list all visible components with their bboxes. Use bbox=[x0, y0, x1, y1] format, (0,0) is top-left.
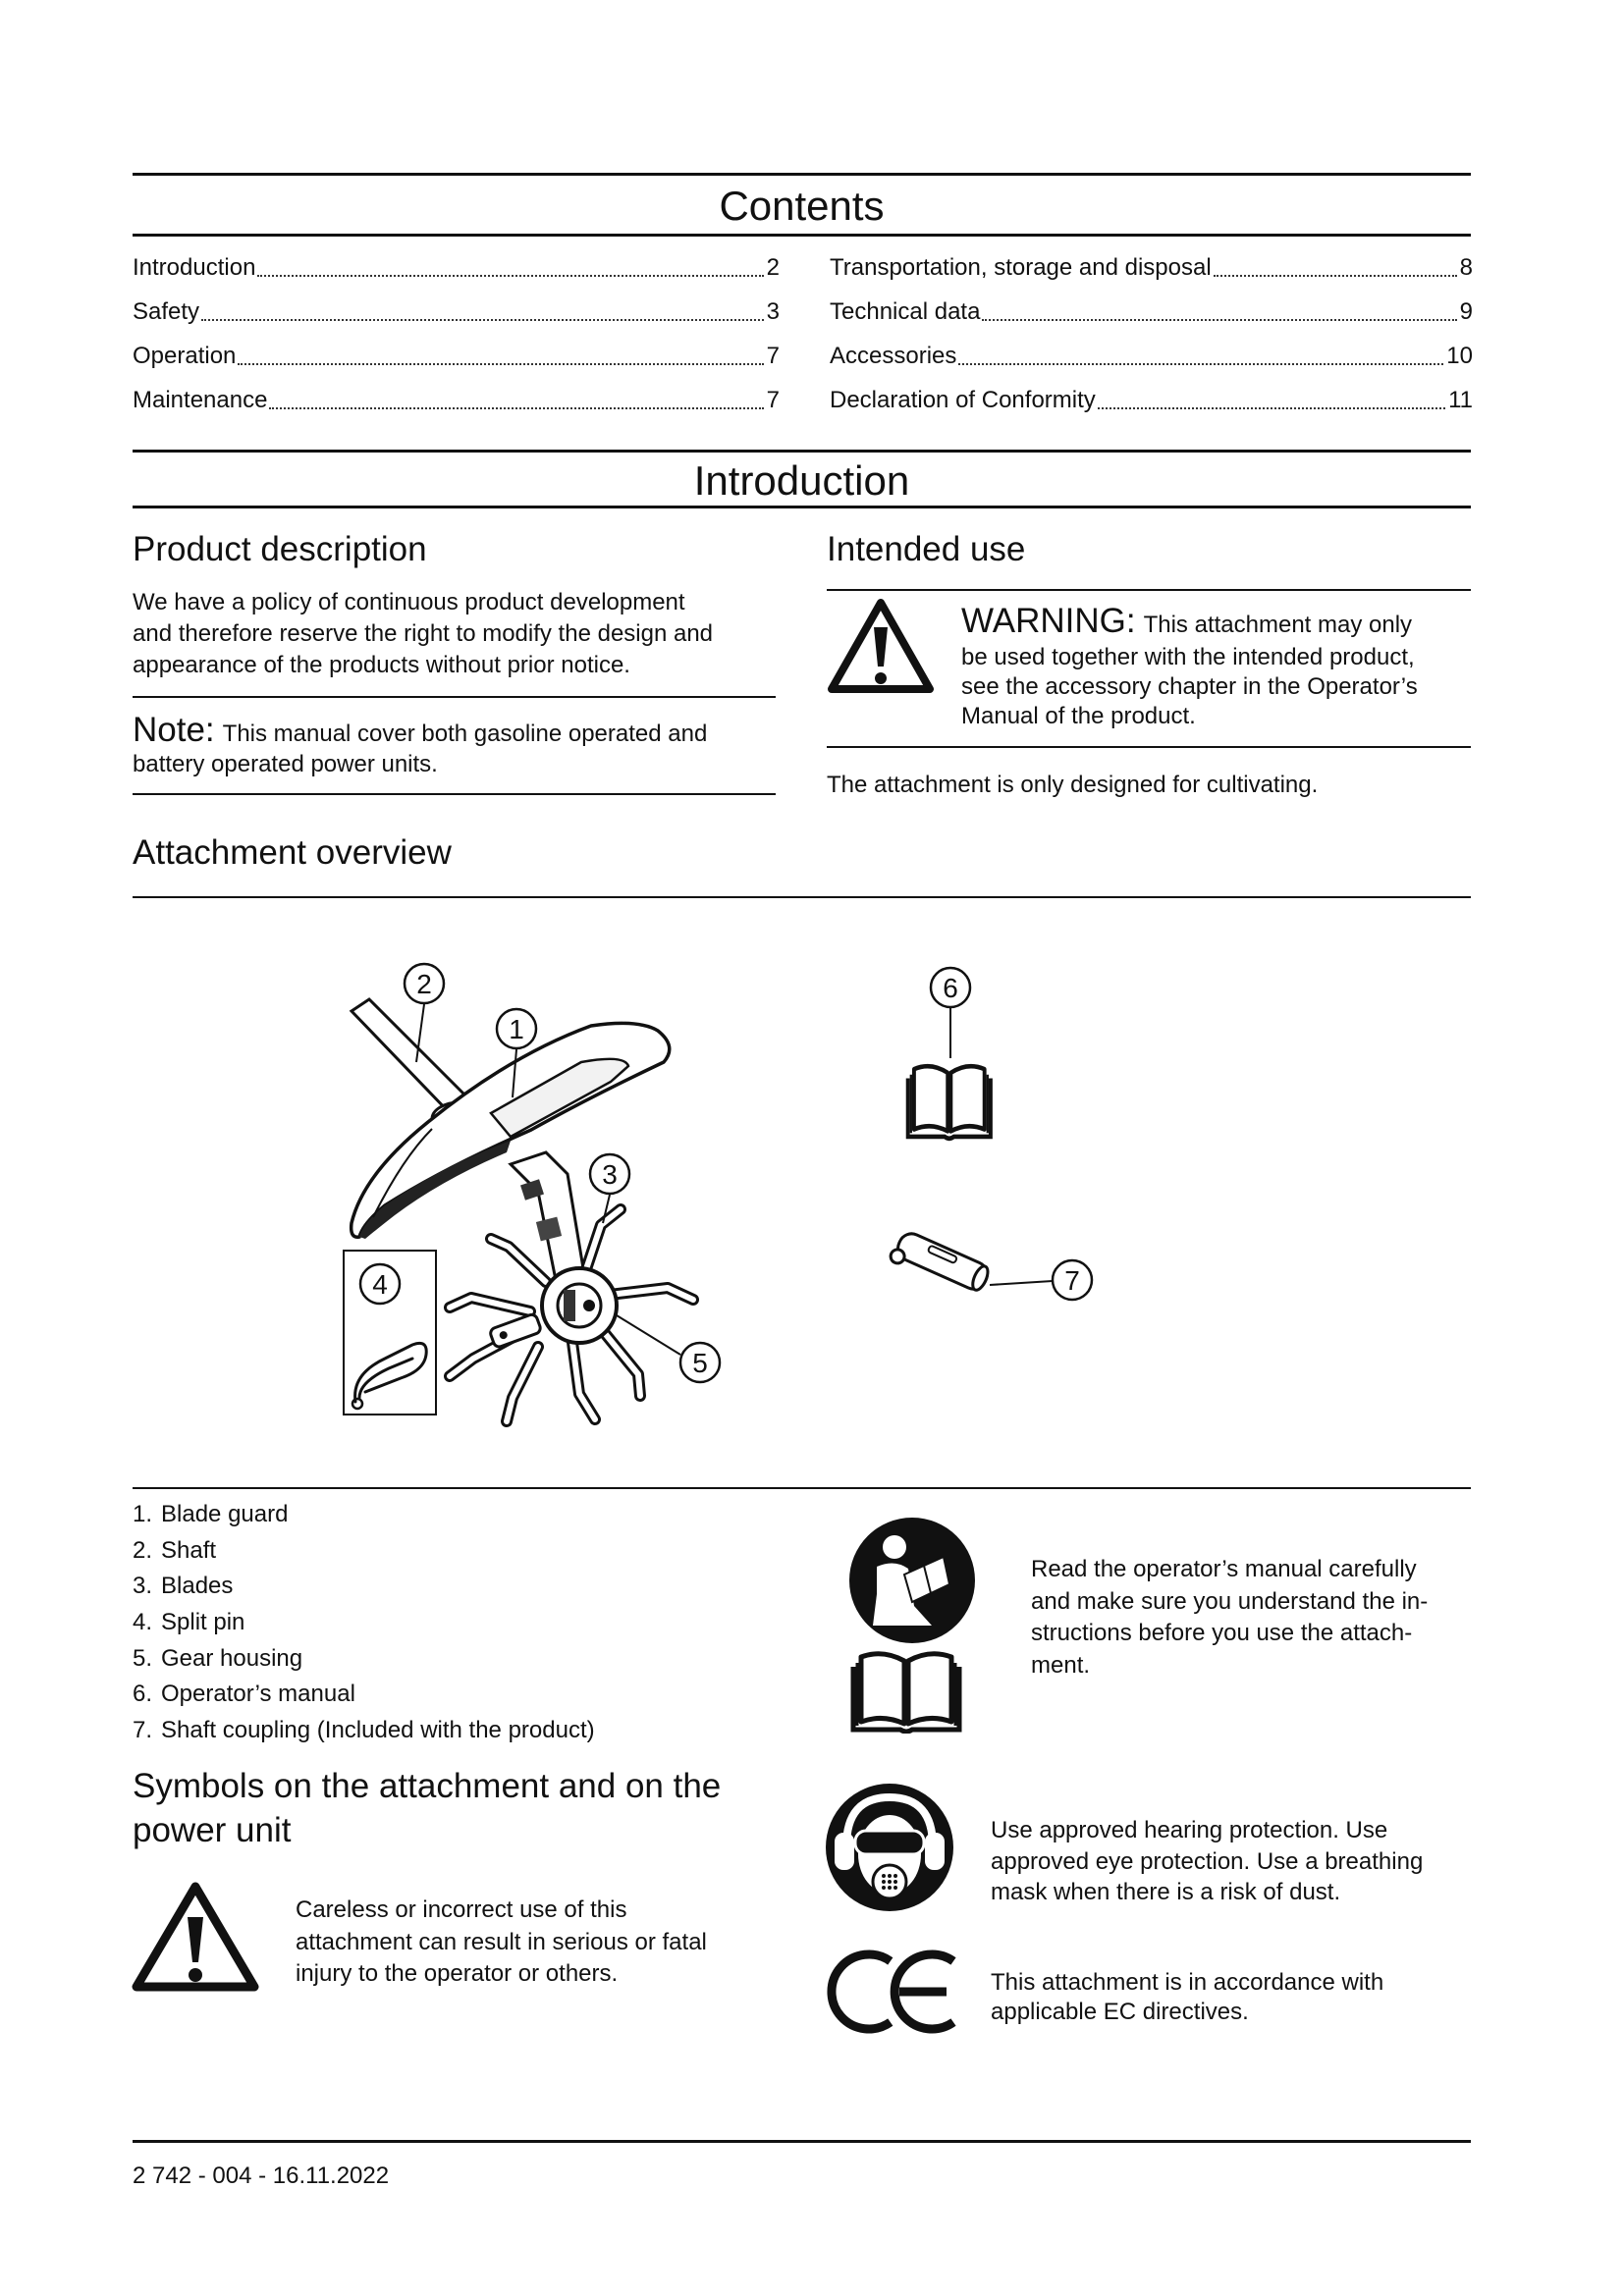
item-number: 2. bbox=[133, 1536, 153, 1564]
toc-entry-maintenance bbox=[133, 378, 780, 422]
contents-bottom-rule bbox=[133, 234, 1471, 237]
list-item bbox=[133, 1533, 595, 1570]
toc-left-column bbox=[133, 245, 780, 422]
item-number: 4. bbox=[133, 1609, 153, 1636]
toc-label: Declaration of Conformity bbox=[830, 387, 1096, 413]
toc-page: 3 bbox=[766, 298, 780, 325]
callout-number: 3 bbox=[602, 1159, 618, 1190]
item-label: Shaft coupling (Included with the product) bbox=[161, 1717, 595, 1744]
toc-label: Transportation, storage and disposal bbox=[830, 254, 1212, 281]
toc-leader bbox=[1214, 245, 1457, 277]
attachment-overview-heading: Attachment overview bbox=[133, 833, 452, 872]
contents-top-rule bbox=[133, 173, 1471, 176]
toc-entry-technical-data bbox=[830, 290, 1473, 334]
gear-housing bbox=[542, 1268, 617, 1343]
callout-1 bbox=[497, 1009, 536, 1048]
text-line: Manual of the product. bbox=[961, 703, 1196, 729]
note-top-rule bbox=[133, 696, 776, 698]
callout-number: 1 bbox=[509, 1014, 524, 1044]
toc-entry-transportation bbox=[830, 245, 1473, 290]
toc-label: Introduction bbox=[133, 254, 256, 281]
introduction-title: Introduction bbox=[693, 457, 910, 504]
item-number: 1. bbox=[133, 1501, 153, 1527]
text-line: structions before you use the attach- bbox=[1031, 1620, 1413, 1646]
read-manual-icon bbox=[847, 1516, 977, 1645]
toc-page: 11 bbox=[1448, 387, 1473, 413]
text-line: attachment can result in serious or fatal bbox=[296, 1928, 707, 1955]
callout-7 bbox=[1053, 1260, 1092, 1300]
text-line: mask when there is a risk of dust. bbox=[991, 1879, 1341, 1905]
text-line: battery operated power units. bbox=[133, 751, 438, 777]
text-line: This manual cover both gasoline operated and bbox=[222, 721, 708, 747]
footer-document-ref: 2 742 - 004 - 16.11.2022 bbox=[133, 2163, 390, 2189]
list-item bbox=[133, 1713, 595, 1749]
toc-entry-introduction bbox=[133, 245, 780, 290]
callout-5 bbox=[680, 1343, 720, 1382]
text-line: be used together with the intended product, bbox=[961, 644, 1415, 670]
item-number: 5. bbox=[133, 1644, 153, 1672]
note-bottom-rule bbox=[133, 793, 776, 795]
text-line: Careless or incorrect use of this bbox=[296, 1896, 627, 1923]
toc-page: 10 bbox=[1446, 343, 1473, 369]
overview-bottom-rule bbox=[133, 1487, 1471, 1489]
toc-label: Maintenance bbox=[133, 387, 268, 413]
manual-illustration bbox=[901, 962, 1000, 1148]
shaft-coupling bbox=[889, 1228, 992, 1299]
parts-list bbox=[133, 1497, 595, 1749]
toc-leader bbox=[257, 245, 763, 277]
text-line: Read the operator’s manual carefully bbox=[1031, 1556, 1417, 1582]
product-description-text bbox=[133, 587, 713, 681]
shaft-coupling-illustration bbox=[884, 1212, 1100, 1310]
toc-page: 7 bbox=[766, 343, 780, 369]
text-line: applicable EC directives. bbox=[991, 1999, 1249, 2025]
toc-leader bbox=[269, 378, 763, 409]
text-line: and make sure you understand the in- bbox=[1031, 1587, 1429, 1615]
blade-highlight bbox=[507, 1347, 538, 1421]
toc-label: Accessories bbox=[830, 343, 957, 369]
toc-leader bbox=[982, 290, 1456, 321]
attachment-illustration bbox=[295, 933, 766, 1463]
overview-top-rule bbox=[133, 896, 1471, 898]
toc-page: 2 bbox=[766, 254, 780, 281]
item-label: Blade guard bbox=[161, 1501, 289, 1527]
item-label: Split pin bbox=[161, 1609, 245, 1636]
manual-symbol-text bbox=[1031, 1554, 1428, 1682]
item-label: Shaft bbox=[161, 1536, 217, 1564]
callout-number: 6 bbox=[943, 973, 958, 1003]
toc-page: 7 bbox=[766, 387, 780, 413]
toc-right-column bbox=[830, 245, 1473, 422]
callout-leader bbox=[990, 1281, 1053, 1285]
item-label: Gear housing bbox=[161, 1644, 303, 1672]
toc-leader bbox=[958, 334, 1443, 365]
text-line: Use approved hearing protection. Use bbox=[991, 1817, 1388, 1843]
introduction-bottom-rule bbox=[133, 506, 1471, 508]
warning-text bbox=[961, 600, 1418, 731]
toc-leader bbox=[201, 290, 764, 321]
text-line: and therefore reserve the right to modify the design and bbox=[133, 620, 714, 647]
warning-triangle-icon bbox=[827, 596, 935, 696]
toc-entry-accessories bbox=[830, 334, 1473, 378]
text-line: We have a policy of continuous product development bbox=[133, 589, 685, 615]
ce-symbol-text bbox=[991, 1968, 1383, 2027]
list-item bbox=[133, 1605, 595, 1641]
list-item bbox=[133, 1641, 595, 1678]
heading-line: power unit bbox=[133, 1811, 292, 1849]
toc-entry-declaration bbox=[830, 378, 1473, 422]
introduction-top-rule bbox=[133, 450, 1471, 453]
toc-leader bbox=[1098, 378, 1445, 409]
toc-leader bbox=[238, 334, 763, 365]
note-label: Note: bbox=[133, 711, 215, 749]
warning-first-line bbox=[961, 600, 1418, 643]
toc-entry-operation bbox=[133, 334, 780, 378]
callout-number: 2 bbox=[416, 969, 432, 999]
text-line: approved eye protection. Use a breathing bbox=[991, 1847, 1424, 1875]
protective-equipment-icon bbox=[825, 1782, 954, 1914]
list-item bbox=[133, 1569, 595, 1605]
text-line: This attachment is in accordance with bbox=[991, 1969, 1384, 1996]
book-icon bbox=[908, 1066, 991, 1139]
warning-label: WARNING: bbox=[961, 602, 1136, 640]
footer-rule bbox=[133, 2140, 1471, 2143]
warning-triangle-icon bbox=[131, 1880, 260, 1996]
item-number: 7. bbox=[133, 1717, 153, 1744]
callout-6 bbox=[931, 968, 970, 1007]
item-label: Operator’s manual bbox=[161, 1681, 355, 1708]
list-item bbox=[133, 1677, 595, 1713]
warning-bottom-rule bbox=[827, 746, 1471, 748]
text-line: This attachment may only bbox=[1143, 612, 1413, 638]
callout-number: 5 bbox=[692, 1348, 708, 1378]
toc-label: Safety bbox=[133, 298, 200, 325]
warning-symbol-text bbox=[296, 1895, 707, 1991]
intended-use-text: The attachment is only designed for cultivating. bbox=[827, 772, 1319, 798]
item-number: 6. bbox=[133, 1681, 153, 1708]
note-box bbox=[133, 713, 707, 781]
toc-label: Technical data bbox=[830, 298, 981, 325]
toc-label: Operation bbox=[133, 343, 237, 369]
book-icon bbox=[847, 1645, 965, 1734]
heading-line: Symbols on the attachment and on the bbox=[133, 1767, 722, 1805]
item-label: Blades bbox=[161, 1573, 234, 1600]
text-line: injury to the operator or others. bbox=[296, 1960, 619, 1987]
callout-2 bbox=[405, 964, 444, 1003]
callout-3 bbox=[590, 1154, 629, 1194]
product-description-heading: Product description bbox=[133, 530, 427, 568]
text-line: ment. bbox=[1031, 1651, 1091, 1679]
list-item bbox=[133, 1497, 595, 1533]
ce-mark-icon bbox=[825, 1947, 956, 2037]
symbols-heading bbox=[133, 1764, 721, 1852]
note-first-line bbox=[133, 713, 707, 747]
intended-use-heading: Intended use bbox=[827, 530, 1026, 568]
toc-page: 9 bbox=[1459, 298, 1473, 325]
text-line: appearance of the products without prior notice. bbox=[133, 652, 630, 678]
text-line: see the accessory chapter in the Operator’s bbox=[961, 673, 1418, 700]
protection-symbol-text bbox=[991, 1815, 1423, 1908]
callout-number: 7 bbox=[1064, 1265, 1080, 1296]
contents-title: Contents bbox=[719, 183, 885, 229]
warning-top-rule bbox=[827, 589, 1471, 591]
toc-page: 8 bbox=[1459, 254, 1473, 281]
item-number: 3. bbox=[133, 1573, 153, 1600]
callout-number: 4 bbox=[372, 1269, 388, 1300]
callout-4 bbox=[360, 1264, 400, 1304]
toc-entry-safety bbox=[133, 290, 780, 334]
